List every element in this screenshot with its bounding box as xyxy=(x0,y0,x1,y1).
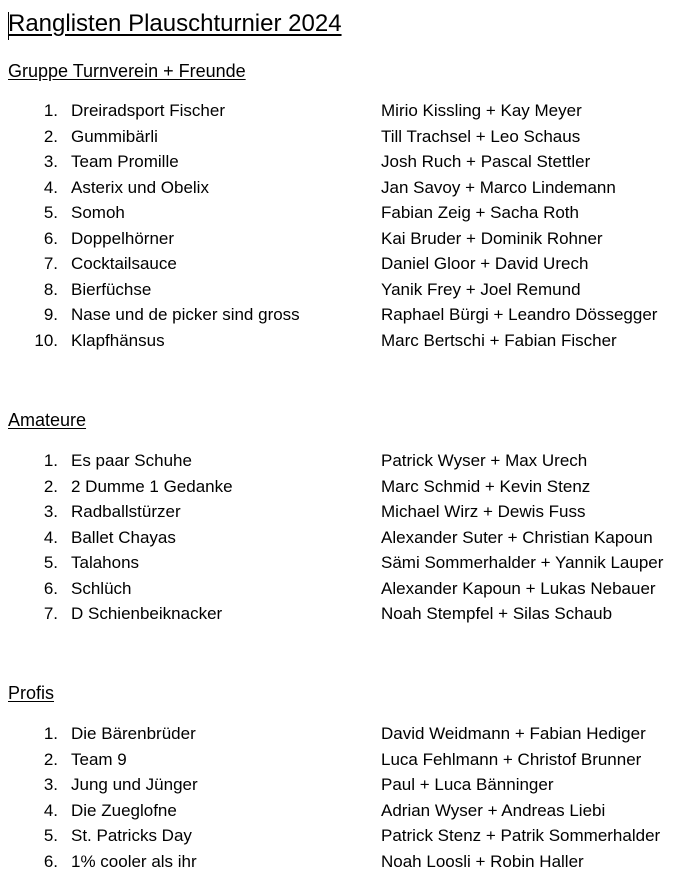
player-names: Daniel Gloor + David Urech xyxy=(381,254,589,273)
player-names: Michael Wirz + Dewis Fuss xyxy=(381,502,586,521)
ranking-row xyxy=(0,99,700,123)
player-names: Patrick Stenz + Patrik Sommerhalder xyxy=(381,826,661,845)
rank-number: 9. xyxy=(43,305,58,324)
player-names: Sämi Sommerhalder + Yannik Lauper xyxy=(381,553,664,572)
ranking-row xyxy=(0,150,700,174)
rank-number: 3. xyxy=(43,152,58,171)
rank-number: 1. xyxy=(43,451,58,470)
rank-number: 6. xyxy=(43,228,58,248)
team-name: Talahons xyxy=(71,553,140,572)
rank-number: 4. xyxy=(43,177,58,197)
team-name: Gummibärli xyxy=(71,126,158,146)
rank-number: 7. xyxy=(43,254,58,273)
rank-number: 10. xyxy=(34,330,58,350)
rank-number: 2. xyxy=(43,126,58,146)
ranking-row xyxy=(0,475,700,499)
ranking-row xyxy=(0,449,700,473)
team-name: 1% cooler als ihr xyxy=(71,851,197,871)
team-name: Es paar Schuhe xyxy=(71,451,192,470)
team-name: Nase und de picker sind gross xyxy=(71,305,300,324)
section-heading-amateure[interactable]: Amateure xyxy=(8,410,87,430)
team-name: St. Patricks Day xyxy=(71,826,192,845)
ranking-row xyxy=(0,773,700,797)
ranking-row xyxy=(0,227,700,251)
ranking-row xyxy=(0,577,700,601)
rank-number: 3. xyxy=(43,502,58,521)
team-name: Team 9 xyxy=(71,749,127,769)
player-names: David Weidmann + Fabian Hediger xyxy=(381,724,646,743)
player-names: Yanik Frey + Joel Remund xyxy=(381,279,581,299)
player-names: Fabian Zeig + Sacha Roth xyxy=(381,203,579,222)
ranking-row xyxy=(0,278,700,302)
team-name: 2 Dumme 1 Gedanke xyxy=(71,476,233,496)
rank-number: 2. xyxy=(43,749,58,769)
team-name: Schlüch xyxy=(71,578,132,598)
rank-number: 3. xyxy=(43,775,58,794)
ranking-row xyxy=(0,850,700,874)
ranking-row xyxy=(0,799,700,823)
rank-number: 1. xyxy=(43,724,58,743)
page-title[interactable]: Ranglisten Plauschturnier 2024 xyxy=(8,10,342,37)
player-names: Luca Fehlmann + Christof Brunner xyxy=(381,749,642,769)
team-name: D Schienbeiknacker xyxy=(71,604,223,623)
player-names: Raphael Bürgi + Leandro Dössegger xyxy=(381,305,658,324)
player-names: Alexander Suter + Christian Kapoun xyxy=(381,527,653,547)
team-name: Jung und Jünger xyxy=(71,775,198,794)
player-names: Josh Ruch + Pascal Stettler xyxy=(381,152,591,171)
ranking-row xyxy=(0,824,700,848)
ranking-row xyxy=(0,329,700,353)
player-names: Kai Bruder + Dominik Rohner xyxy=(381,228,603,248)
team-name: Asterix und Obelix xyxy=(71,177,209,197)
ranking-row xyxy=(0,602,700,626)
rank-number: 1. xyxy=(43,101,58,120)
team-name: Dreiradsport Fischer xyxy=(71,101,225,120)
player-names: Noah Loosli + Robin Haller xyxy=(381,851,584,871)
ranking-row xyxy=(0,125,700,149)
team-name: Die Bärenbrüder xyxy=(71,724,196,743)
player-names: Marc Schmid + Kevin Stenz xyxy=(381,476,591,496)
ranking-row xyxy=(0,201,700,225)
ranking-row xyxy=(0,176,700,200)
ranking-row xyxy=(0,526,700,550)
rank-number: 4. xyxy=(43,800,58,820)
team-name: Bierfüchse xyxy=(71,279,152,299)
player-names: Adrian Wyser + Andreas Liebi xyxy=(381,800,606,820)
ranking-row xyxy=(0,551,700,575)
rank-number: 8. xyxy=(43,279,58,299)
rank-number: 4. xyxy=(43,527,58,547)
team-name: Doppelhörner xyxy=(71,228,175,248)
rank-number: 7. xyxy=(43,604,58,623)
ranking-row xyxy=(0,722,700,746)
team-name: Somoh xyxy=(71,203,125,222)
player-names: Marc Bertschi + Fabian Fischer xyxy=(381,330,617,350)
rank-number: 5. xyxy=(43,826,58,845)
team-name: Radballstürzer xyxy=(71,502,181,521)
team-name: Cocktailsauce xyxy=(71,254,177,273)
ranking-row xyxy=(0,748,700,772)
rank-number: 6. xyxy=(43,578,58,598)
ranking-row xyxy=(0,303,700,327)
player-names: Jan Savoy + Marco Lindemann xyxy=(381,177,616,197)
rank-number: 5. xyxy=(43,553,58,572)
rank-number: 2. xyxy=(43,476,58,496)
team-name: Klapfhänsus xyxy=(71,330,165,350)
player-names: Noah Stempfel + Silas Schaub xyxy=(381,604,613,623)
player-names: Alexander Kapoun + Lukas Nebauer xyxy=(381,578,656,598)
team-name: Die Zueglofne xyxy=(71,800,177,820)
rank-number: 5. xyxy=(43,203,58,222)
section-heading-profis[interactable]: Profis xyxy=(8,683,55,703)
ranking-row xyxy=(0,500,700,524)
team-name: Ballet Chayas xyxy=(71,527,176,547)
ranking-row xyxy=(0,252,700,276)
player-names: Patrick Wyser + Max Urech xyxy=(381,451,588,470)
player-names: Paul + Luca Bänninger xyxy=(381,775,554,794)
player-names: Till Trachsel + Leo Schaus xyxy=(381,126,581,146)
player-names: Mirio Kissling + Kay Meyer xyxy=(381,101,582,120)
rank-number: 6. xyxy=(43,851,58,871)
section-heading-turnverein[interactable]: Gruppe Turnverein + Freunde xyxy=(8,61,246,81)
team-name: Team Promille xyxy=(71,152,179,171)
